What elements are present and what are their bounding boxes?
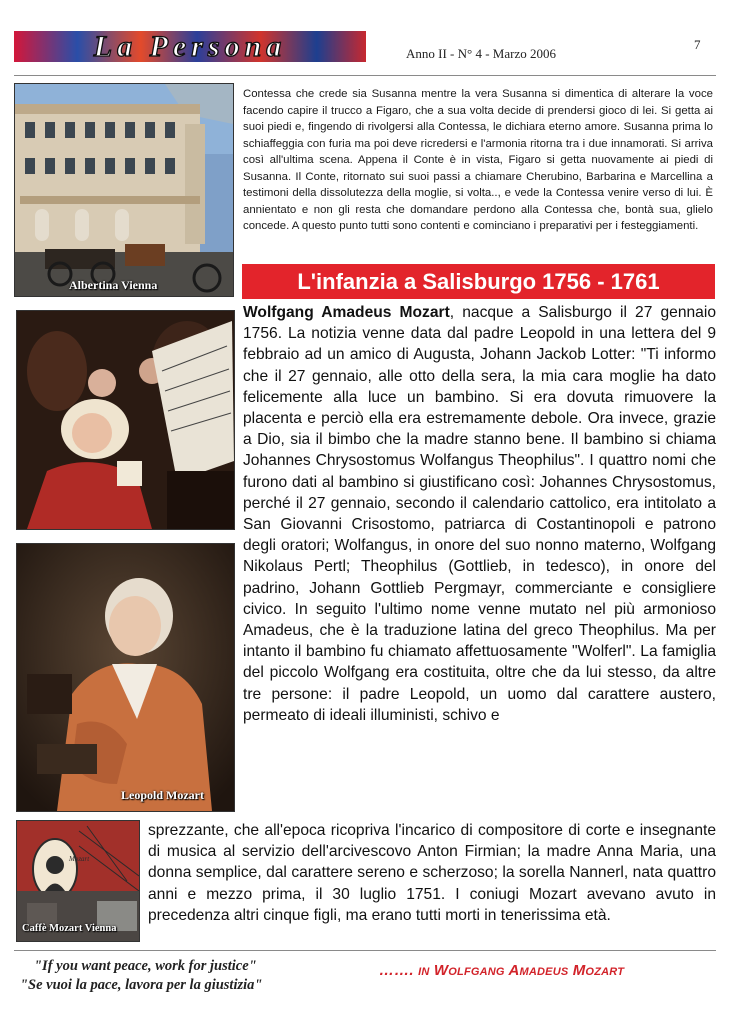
header-divider [14,75,716,76]
quote-english: "If you want peace, work for justice" [34,958,257,974]
footer-tagline [379,962,624,979]
caption-caffe: Caffè Mozart Vienna [22,923,117,934]
caffe-sign-text: Mozart [69,855,90,863]
leopold-portrait [17,544,234,811]
young-mozart-illustration [17,311,234,529]
photo-young-mozart [16,310,235,530]
tagline-dots: ……. [379,962,419,979]
caption-leopold: Leopold Mozart [121,788,204,802]
article-body-part1 [243,302,716,726]
photo-albertina [14,83,234,297]
article-body-part2: sprezzante, che all'epoca ricopriva l'incarico di compositore di corte e insegnante di musica al servizio dell'arcivescovo Anton Firmian; la madre Anna Maria, una donna semplice, dal carattere sereno e scherzoso; la sorella Nannerl, nata quattro anni e mezzo prima, il 30 luglio 1751. I coniugi Mozart avevano avuto in precedenza altri cinque figli, ma erano tutti morti in tenerissima età. [148,822,716,924]
logo-text: La Persona [93,31,287,62]
magazine-logo [14,31,366,62]
footer-divider [14,950,716,951]
quote-italian: "Se vuoi la pace, lavora per la giustizia" [20,977,263,993]
page-number: 7 [694,37,701,52]
lead-name: Wolfgang Amadeus Mozart [243,304,450,321]
section-title: L'infanzia a Salisburgo 1756 - 1761 [242,264,715,299]
intro-paragraph: Contessa che crede sia Susanna mentre la vera Susanna si dimentica di alterare la voce facendo capire il trucco a Figaro, che a sua volta decide di prendersi gioco di lei. Si getta ai suoi piedi e, fingendo di rivolgersi alla Contessa, le dichiara eterno amore. Susanna prima lo schiaffeggia con furia ma poi deve ricredersi e l'armonia ritorna tra i due innamorati. Si arriva così all'ultima scena. Appena il Conte è in vista, Figaro si getta nuovamente ai piedi di Susanna. Il Conte, ritornato sui suoi passi a chiamare Cherubino, Barbarina e Marcellina a testimoni della dissolutezza della moglie, si volta.., e vede la Contessa venire verso di lui. È annientato e non gli resta che domandare perdono alla Contessa che, bontà sua, glielo concede. A questo punto tutti sono contenti e cominciano i preparativi per i festeggiamenti. [243,88,713,232]
photo-leopold-mozart [16,543,235,812]
caption-albertina: Albertina Vienna [69,278,158,292]
logo-lettering [14,31,366,62]
tagline-text: in Wolfgang Amadeus Mozart [418,962,625,979]
albertina-illustration [15,84,233,296]
photo-caffe-mozart [16,820,140,942]
article-text-1: , nacque a Salisburgo il 27 gennaio 1756. La notizia venne data dal padre Leopold in una lettera del 9 febbraio ad un amico di Augusta, Johann Jackob Lotter: "Ti informo che il 27 gennaio, alle otto della sera, la mia cara moglie ha dato felicemente alla luce un bambino. Si era dovuta rimuovere la placenta e perciò ella era estremamente debole. Ora invece, grazie a Dio, sia il bimbo che la madre stanno bene. Il bambino si chiama Johannes Chrysostomus Wolfangus Theophilus". I quattro nomi che furono dati al bambino si giustificano così: Johannes Chrysostomus, perché il 27 gennaio, secondo il calendario cattolico, era intitolato a San Giovanni Crisostomo, patriarca di Costantinopoli e patrono degli oratori; Wolfangus, in onore del suo nonno materno, Wolfgang Nikolaus Pertl; Theophilus (Gottlieb, in tedesco), in onore del padrino, Johann Gottlieb Pergmayr, commerciante e consigliere civico. In seguito l'ultimo nome venne mutato nel più armonioso Amadeus, che è la traduzione latina del greco Theophilus. Ma per intanto il bambino fu chiamato affettuosamente "Wolferl". La famiglia del piccolo Wolfgang era costituita, oltre che da lui stesso, da altre tre persone: il padre Leopold, un uomo dal carattere austero, permeato di ideali illuministi, schivo e [243,304,716,724]
issue-info: Anno II - N° 4 - Marzo 2006 [406,46,556,61]
